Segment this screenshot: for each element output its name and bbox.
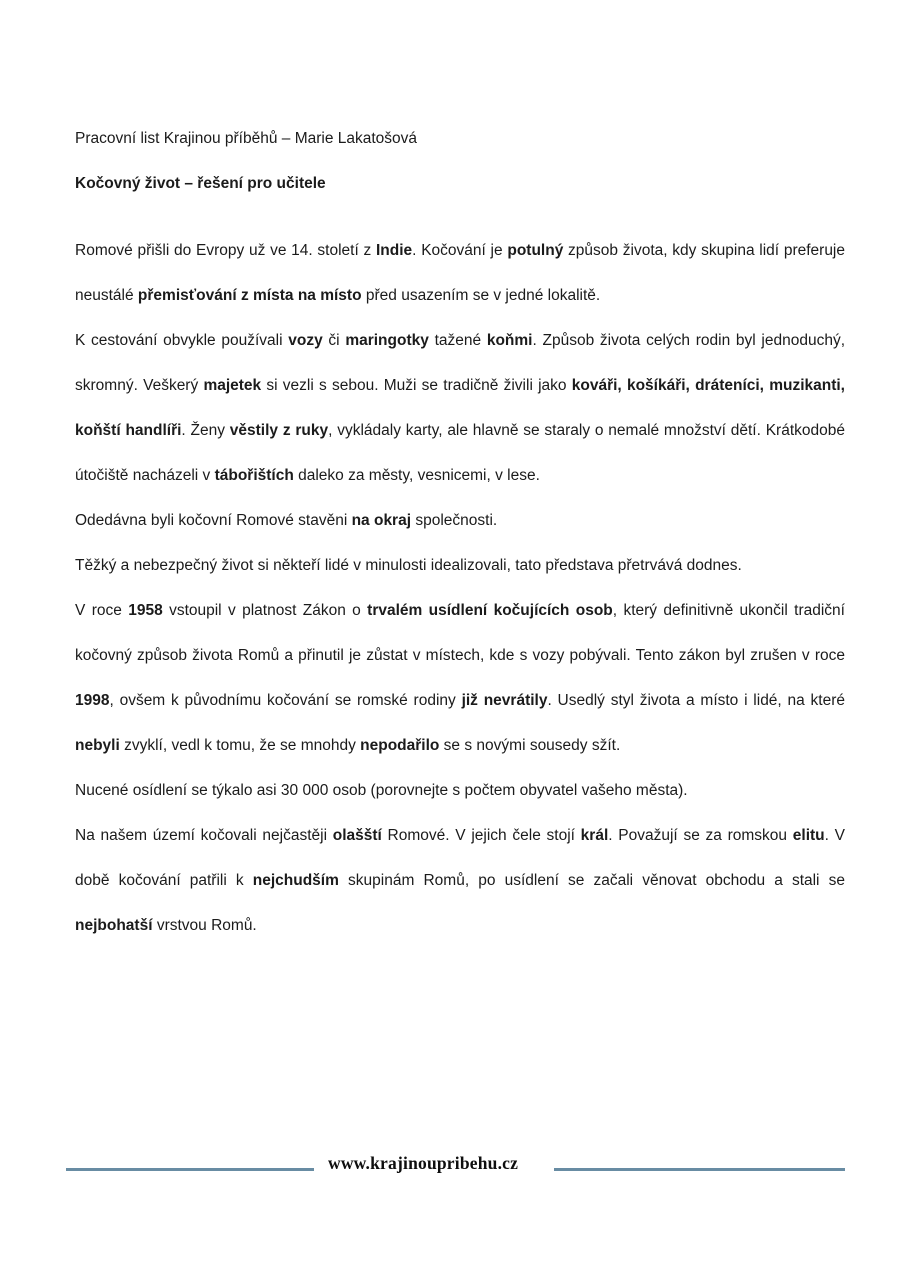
text-segment: společnosti. — [411, 512, 498, 529]
text-segment: . Kočování je — [412, 242, 508, 259]
bold-text-segment: vozy — [288, 332, 323, 349]
bold-text-segment: nejbohatší — [75, 917, 153, 934]
page-footer — [0, 1153, 909, 1174]
paragraph — [75, 318, 845, 498]
bold-text-segment: majetek — [203, 377, 262, 394]
text-segment: . Usedlý styl života a místo i lidé, na které — [547, 692, 845, 709]
text-segment: . Ženy — [181, 422, 230, 439]
paragraph — [75, 228, 845, 318]
text-segment: Romové přišli do Evropy už ve 14. století z — [75, 242, 376, 259]
bold-text-segment: král — [580, 827, 609, 844]
bold-text-segment: 1958 — [128, 602, 163, 619]
bold-text-segment: nebyli — [75, 737, 120, 754]
website-text: www.krajinoupribehu.cz — [328, 1153, 519, 1173]
bold-text-segment: koňmi — [486, 332, 533, 349]
text-segment: před usazením se v jedné lokalitě. — [361, 287, 601, 304]
text-segment: skupinám Romů, po usídlení se začali věnovat obchodu a stali se — [338, 872, 845, 889]
bold-text-segment: 1998 — [75, 692, 110, 709]
text-segment: daleko za městy, vesnicemi, v lese. — [293, 467, 540, 484]
text-segment: V roce — [75, 602, 129, 619]
text-segment: , vykládaly karty, ale hlavně se staraly o nemalé množství dětí. Krátkodobé útočiště nacházeli v — [75, 422, 845, 484]
paragraph — [75, 588, 845, 768]
footer-rule-left — [66, 1168, 314, 1171]
paragraph — [75, 768, 845, 813]
bold-text-segment: již nevrátily — [461, 692, 548, 709]
paragraph — [75, 498, 845, 543]
text-segment: Romové. V jejich čele stojí — [381, 827, 581, 844]
text-segment: vstoupil v platnost Zákon o — [162, 602, 368, 619]
bold-text-segment: nejchudším — [252, 872, 339, 889]
text-segment: způsob života, kdy skupina lidí preferuje neustálé — [75, 242, 846, 304]
bold-text-segment: maringotky — [345, 332, 429, 349]
text-segment: si vezli s sebou. Muži se tradičně živili jako — [261, 377, 572, 394]
footer-rule-right — [554, 1168, 845, 1171]
text-segment: či — [322, 332, 346, 349]
paragraph — [75, 543, 845, 588]
text-segment: . Způsob života celých rodin byl jednoduchý, skromný. Veškerý — [75, 332, 846, 394]
text-segment: Těžký a nebezpečný život si někteří lidé v minulosti idealizovali, tato představa přetrvává dodnes. — [75, 557, 742, 574]
bold-text-segment: přemisťování z místa na místo — [137, 287, 362, 304]
bold-text-segment: tábořištích — [214, 467, 294, 484]
text-segment: , ovšem k původnímu kočování se romské rodiny — [109, 692, 462, 709]
text-segment: . V době kočování patřili k — [75, 827, 845, 889]
text-segment: K cestování obvykle používali — [75, 332, 289, 349]
text-segment: vrstvou Romů. — [152, 917, 257, 934]
text-segment: . Považují se za romskou — [608, 827, 793, 844]
text-segment: zvyklí, vedl k tomu, že se mnohdy — [119, 737, 361, 754]
text-segment: , který definitivně ukončil tradiční kočovný způsob života Romů a přinutil je zůstat v místech, kde s vozy pobývali. Tento zákon byl zrušen v roce — [75, 602, 845, 664]
bold-text-segment: nepodařilo — [360, 737, 440, 754]
text-segment: Odedávna byli kočovní Romové stavěni — [75, 512, 352, 529]
bold-text-segment: věstily z ruky — [229, 422, 329, 439]
bold-text-segment: trvalém usídlení kočujících osob — [367, 602, 613, 619]
bold-text-segment: olašští — [332, 827, 382, 844]
text-segment: Na našem území kočovali nejčastěji — [75, 827, 333, 844]
text-segment: tažené — [428, 332, 487, 349]
text-segment: se s novými sousedy sžít. — [439, 737, 621, 754]
text-segment: Nucené osídlení se týkalo asi 30 000 osob (porovnejte s počtem obyvatel vašeho města). — [75, 782, 688, 799]
paragraph — [75, 813, 845, 948]
document-header: Pracovní list Krajinou příběhů – Marie Lakatošová — [75, 130, 418, 147]
bold-text-segment: Indie — [376, 242, 413, 259]
bold-text-segment: potulný — [507, 242, 564, 259]
bold-text-segment: na okraj — [351, 512, 412, 529]
bold-text-segment: kováři, košíkáři, dráteníci, muzikanti, koňští handlíři — [75, 377, 845, 439]
page-title: Kočovný život – řešení pro učitele — [75, 175, 326, 192]
bold-text-segment: elitu — [792, 827, 825, 844]
document-body — [75, 228, 845, 948]
